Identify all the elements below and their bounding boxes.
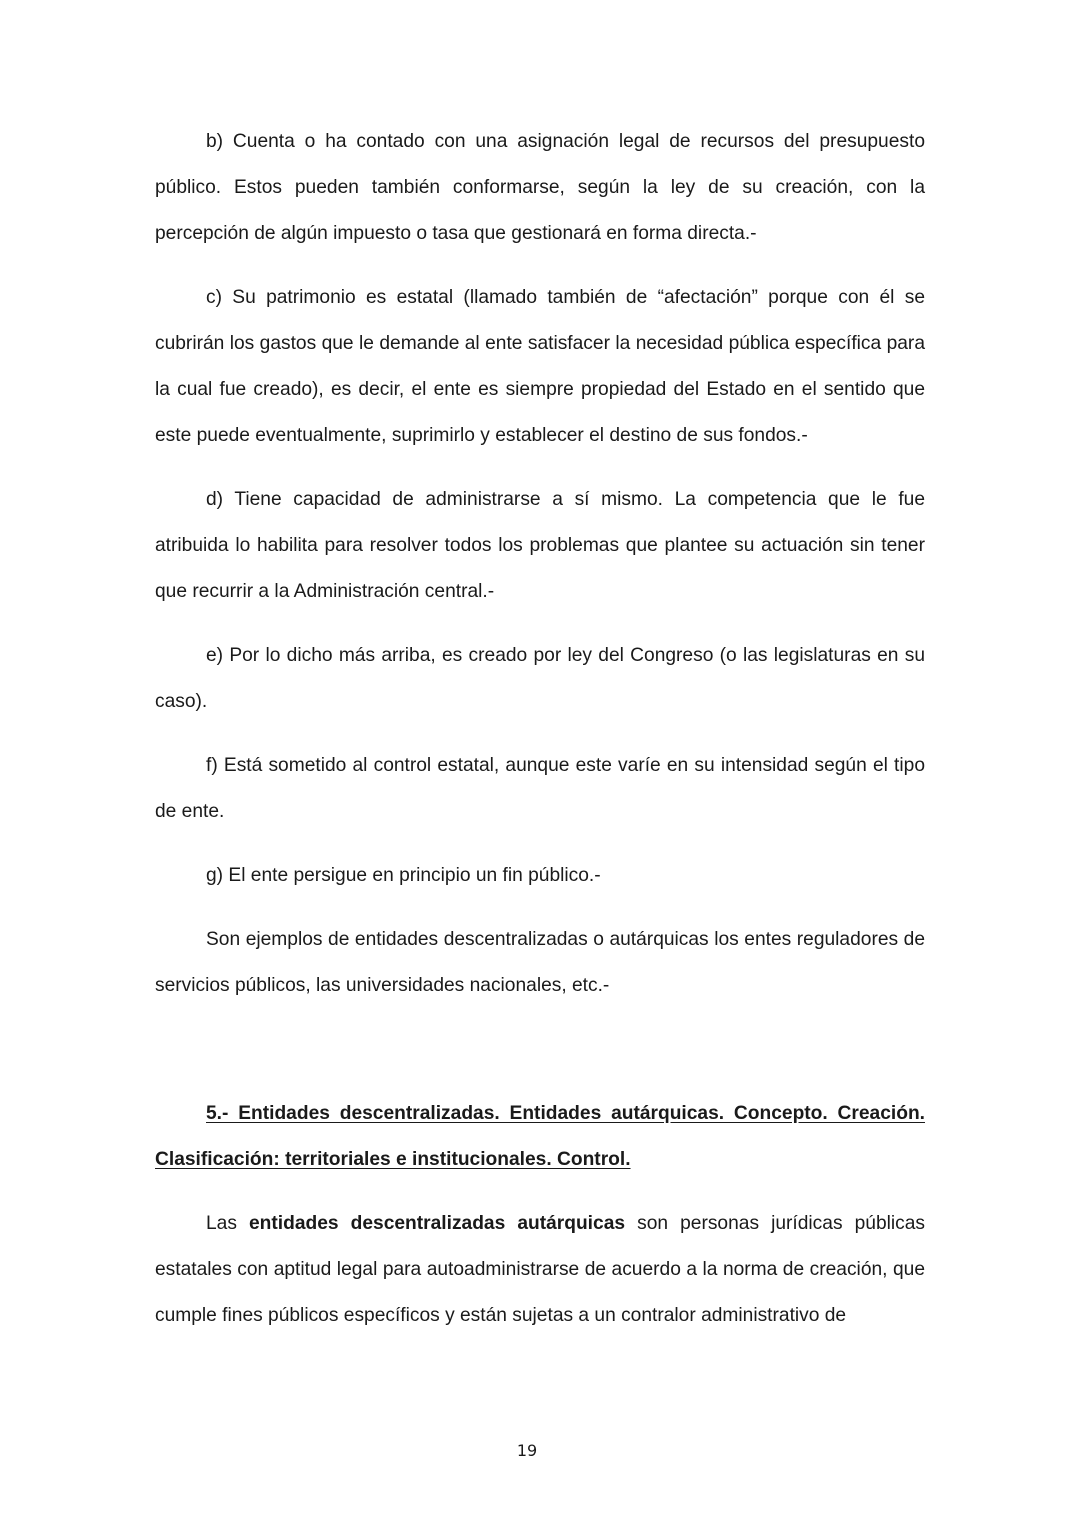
- paragraph-item-e: e) Por lo dicho más arriba, es creado por ley del Congreso (o las legislaturas en su caso).: [155, 645, 925, 712]
- paragraph-item-b: b) Cuenta o ha contado con una asignación legal de recursos del presupuesto público. Estos pueden también conformarse, según la ley de su creación, con la percepción de algún impuesto o tasa que gestionará en forma directa.-: [155, 131, 925, 244]
- definition-lead: Las: [206, 1213, 249, 1234]
- section-heading-paragraph: [155, 1091, 925, 1183]
- definition-rest: son personas jurídicas públicas estatales con aptitud legal para autoadministrarse de acuerdo a la norma de creación, que cumple fines públicos específicos y están sujetas a un contralor administrativo de: [155, 1213, 925, 1326]
- paragraph-item-f: f) Está sometido al control estatal, aunque este varíe en su intensidad según el tipo de ente.: [155, 755, 925, 822]
- paragraph-item-c: c) Su patrimonio es estatal (llamado también de “afectación” porque con él se cubrirán los gastos que le demande al ente satisfacer la necesidad pública específica para la cual fue creado), es decir, el ente es siempre propiedad del Estado en el sentido que este puede eventualmente, suprimirlo y establecer el destino de sus fondos.-: [155, 287, 925, 446]
- paragraph-examples: Son ejemplos de entidades descentralizadas o autárquicas los entes reguladores de servicios públicos, las universidades nacionales, etc.-: [155, 929, 925, 996]
- paragraph-item-g: g) El ente persigue en principio un fin público.-: [206, 865, 601, 886]
- section-heading: 5.- Entidades descentralizadas. Entidades autárquicas. Concepto. Creación. Clasificación: territoriales e institucionales. Control.: [155, 1103, 925, 1170]
- document-body: [155, 119, 925, 1339]
- paragraph-definition: [155, 1201, 925, 1339]
- page-number: 19: [516, 1441, 538, 1460]
- definition-term: entidades descentralizadas autárquicas: [249, 1213, 626, 1234]
- paragraph-item-d: d) Tiene capacidad de administrarse a sí mismo. La competencia que le fue atribuida lo habilita para resolver todos los problemas que plantee su actuación sin tener que recurrir a la Administración central.-: [155, 489, 925, 602]
